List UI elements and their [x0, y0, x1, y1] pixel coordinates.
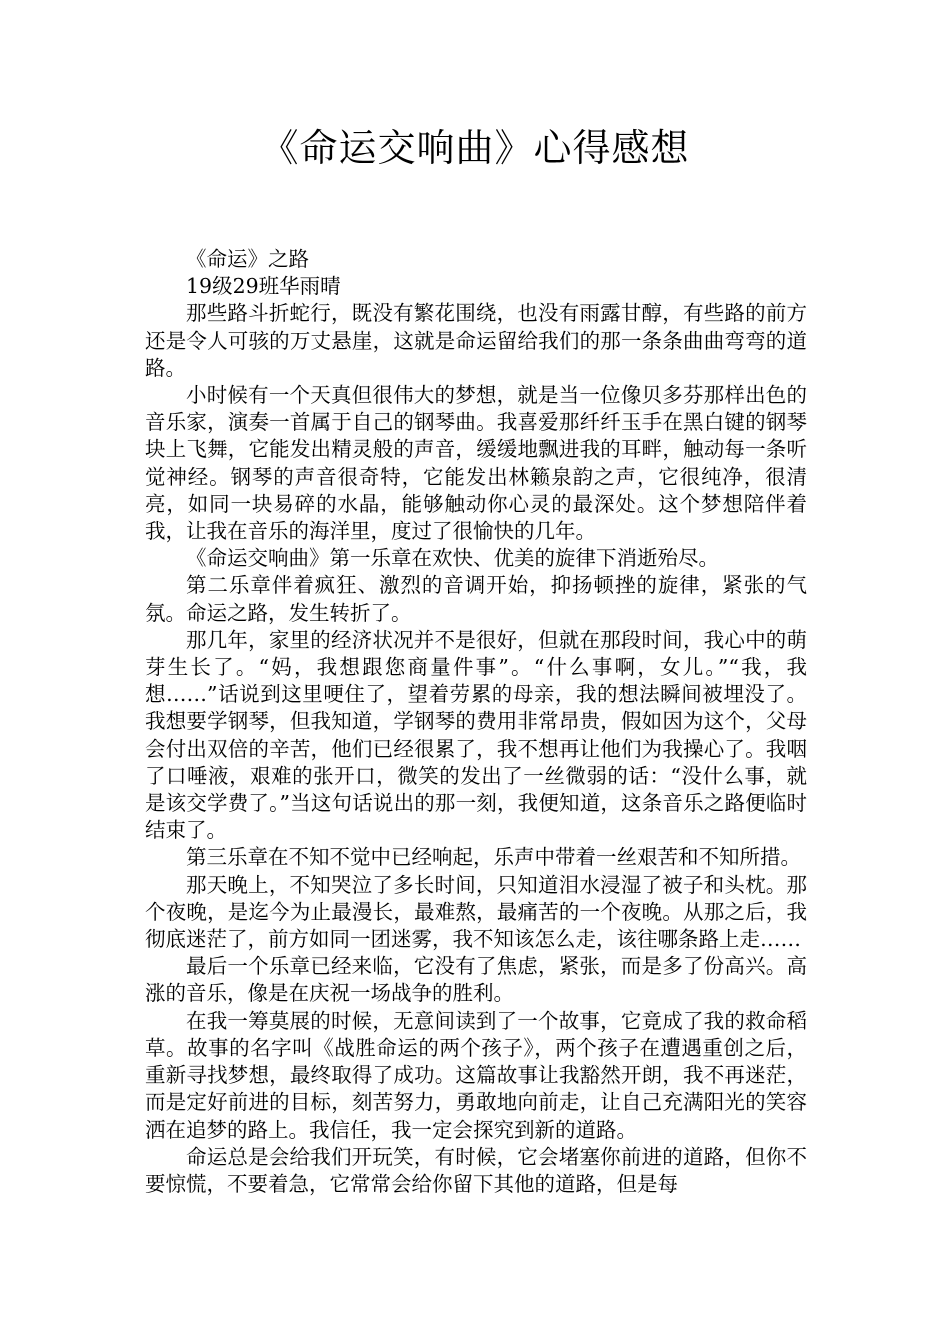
paragraph: 那天晚上，不知哭泣了多长时间，只知道泪水浸湿了被子和头枕。那个夜晚，是迄今为止最漫长，最难熬，最痛苦的一个夜晚。从那之后，我彻底迷茫了，前方如同一团迷雾，我不知该怎么走，该往哪条路上走……: [145, 872, 807, 952]
paragraph: 第三乐章在不知不觉中已经响起，乐声中带着一丝艰苦和不知所措。: [186, 845, 801, 870]
paragraph: 命运总是会给我们开玩笑，有时候，它会堵塞你前进的道路，但你不要惊慌，不要着急，它常常会给你留下其他的道路，但是每: [145, 1144, 807, 1196]
paragraph: 在我一筹莫展的时候，无意间读到了一个故事，它竟成了我的救命稻草。故事的名字叫《战胜命运的两个孩子》，两个孩子在遭遇重创之后，重新寻找梦想，最终取得了成功。这篇故事让我豁然开朗，我不再迷茫，而是定好前进的目标，刻苦努力，勇敢地向前走，让自己充满阳光的笑容洒在追梦的路上。我信任，我一定会探究到新的道路。: [145, 1008, 807, 1142]
paragraph: 第二乐章伴着疯狂、激烈的音调开始，抑扬顿挫的旋律，紧张的气氛。命运之路，发生转折了。: [145, 573, 807, 625]
paragraph: 那些路斗折蛇行，既没有繁花围绕，也没有雨露甘醇，有些路的前方还是令人可骇的万丈悬崖，这就是命运留给我们的那一条条曲曲弯弯的道路。: [145, 301, 807, 380]
paragraph-author: 19级29班华雨晴: [186, 274, 341, 299]
document-body: [145, 246, 807, 1198]
document-title: 《命运交响曲》心得感想: [260, 126, 690, 170]
paragraph: 最后一个乐章已经来临，它没有了焦虑，紧张，而是多了份高兴。高涨的音乐，像是在庆祝一场战争的胜利。: [145, 954, 807, 1006]
paragraph-section-heading: 《命运》之路: [186, 247, 309, 271]
paragraph: 那几年，家里的经济状况并不是很好，但就在那段时间，我心中的萌芽生长了。“妈，我想跟您商量件事”。“什么事啊，女儿。”“我，我想……”话说到这里哽住了，望着劳累的母亲，我的想法瞬间被埋没了。我想要学钢琴，但我知道，学钢琴的费用非常昂贵，假如因为这个，父母会付出双倍的辛苦，他们已经很累了，我不想再让他们为我操心了。我咽了口唾液，艰难的张开口，微笑的发出了一丝微弱的话：“没什么事，就是该交学费了。”当这句话说出的那一刻，我便知道，这条音乐之路便临时结束了。: [145, 627, 807, 843]
paragraph: 《命运交响曲》第一乐章在欢快、优美的旋律下消逝殆尽。: [186, 546, 719, 571]
paragraph: 小时候有一个天真但很伟大的梦想，就是当一位像贝多芬那样出色的音乐家，演奏一首属于自己的钢琴曲。我喜爱那纤纤玉手在黑白键的钢琴块上飞舞，它能发出精灵般的声音，缓缓地飘进我的耳畔，触动每一条听觉神经。钢琴的声音很奇特，它能发出林籁泉韵之声，它很纯净，很清亮，如同一块易碎的水晶，能够触动你心灵的最深处。这个梦想陪伴着我，让我在音乐的海洋里，度过了很愉快的几年。: [145, 383, 807, 544]
